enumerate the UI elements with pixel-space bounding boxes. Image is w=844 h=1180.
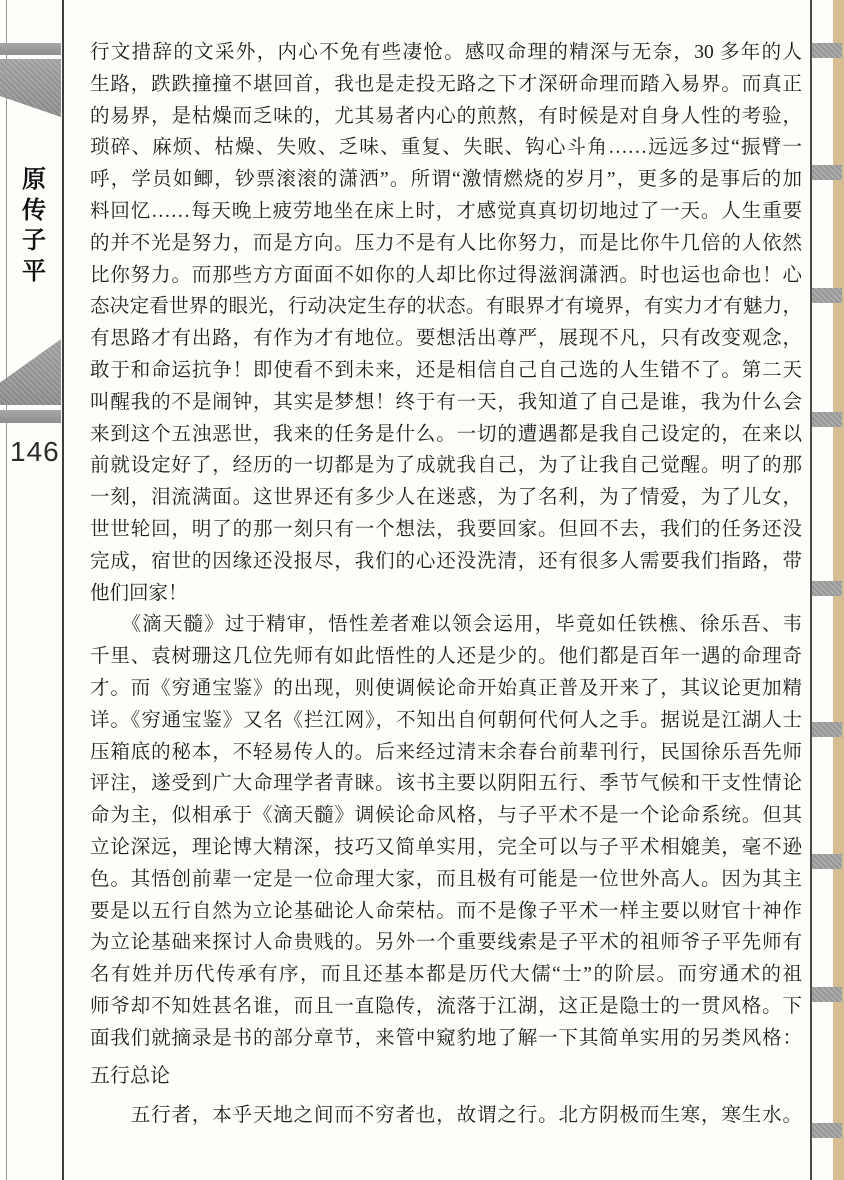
text-line: 的易界，是枯燥而乏味的，尤其易者内心的煎熬，有时候是对自身人性的考验， [90,105,802,127]
text-line: 面我们就摘录是书的部分章节，来管中窥豹地了解一下其简单实用的另类风格： [90,1027,802,1049]
page-edge-tab [812,165,842,180]
book-title-vertical [18,164,50,286]
body-paragraph-2 [90,609,802,1054]
text-line: 的并不光是努力，而是方向。压力不是有人比你努力，而是比你牛几倍的人依然 [90,232,802,254]
book-title-char: 平 [22,255,46,285]
text-line: 完成，宿世的因缘还没报尽，我们的心还没洗清，还有很多人需要我们指路，带 [90,550,802,572]
page-left-edge-line [6,0,7,1180]
text-line: 敢于和命运抗争！即使看不到未来，还是相信自己自己选的人生错不了。第二天 [90,359,802,381]
text-line: 呼，学员如鲫，钞票滚滚的潇洒”。所谓“激情燃烧的岁月”，更多的是事后的加 [90,169,802,191]
text-line: 有思路才有出路，有作为才有地位。要想活出尊严，展现不凡，只有改变观念， [90,328,802,350]
decor-band-top [0,43,61,55]
page-edge-tab [812,854,842,869]
text-line: 世世轮回，明了的那一刻只有一个想法，我要回家。但回不去，我们的任务还没 [90,518,802,540]
text-line: 才。而《穷通宝鉴》的出现，则使调候论命开始真正普及开来了，其议论更加精 [90,677,802,699]
text-line: 五行者，本乎天地之间而不穷者也，故谓之行。北方阴极而生寒，寒生水。 [90,1105,802,1127]
text-line: 立论深远，理论博大精深，技巧又简单实用，完全可以与子平术相媲美，毫不逊 [90,836,802,858]
text-line: 琐碎、麻烦、枯燥、失败、乏味、重复、失眠、钩心斗角……远远多过“振臂一 [90,137,802,159]
book-title-char: 原 [22,164,46,193]
text-line: 叫醒我的不是闹钟，其实是梦想！终于有一天，我知道了自己是谁，我为什么会 [90,391,802,413]
text-line: 色。其悟创前辈一定是一位命理大家，而且极有可能是一位世外高人。因为其主 [90,868,802,890]
body-paragraph-1 [90,37,802,609]
main-text-column [90,37,802,1132]
page-edge-tab [812,43,842,58]
page-number: 146 [10,436,60,467]
text-line: 生路，跌跌撞撞不堪回首，我也是走投无路之下才深研命理而踏入易界。而真正 [90,73,802,95]
decor-trapezoid-top [0,59,61,117]
page-edge-tab [812,288,842,303]
text-line: 态决定看世界的眼光，行动决定生存的状态。有眼界才有境界，有实力才有魅力， [90,296,802,318]
text-line: 料回忆……每天晚上疲劳地坐在床上时，才感觉真真切切地过了一天。人生重要 [90,200,802,222]
decor-trapezoid-mid [0,339,61,405]
text-line: 压箱底的秘本，不轻易传人的。后来经过清末余春台前辈刊行，民国徐乐吾先师 [90,741,802,763]
text-line: 详。《穷通宝鉴》又名《拦江网》，不知出自何朝何代何人之手。据说是江湖人士 [90,709,802,731]
text-line: 前就设定好了，经历的一切都是为了成就我自己，为了让我自己觉醒。明了的那 [90,455,802,477]
page-edge-tab [812,412,842,427]
text-line: 一刻，泪流满面。这世界还有多少人在迷惑，为了名利，为了情爱，为了儿女， [90,487,802,509]
text-line: 行文措辞的文采外，内心不免有些凄怆。感叹命理的精深与无奈，30 多年的人 [90,42,802,63]
text-line: 为立论基础来探讨人命贵贱的。另外一个重要线索是子平术的祖师爷子平先师有 [90,932,802,954]
book-title-char: 传 [22,194,46,224]
page-edge-tab [812,987,842,1002]
body-paragraph-3 [90,1100,802,1132]
text-line: 千里、袁树珊这几位先师有如此悟性的人还是少的。他们都是百年一遇的命理奇 [90,646,802,668]
sidebar-divider-line [62,0,64,1180]
text-line: 比你努力。而那些方方面面不如你的人却比你过得滋润潇洒。时也运也命也！心 [90,264,802,286]
decor-band-mid [0,410,61,423]
text-line: 命为主，似相承于《滴天髓》调候论命风格，与子平术不是一个论命系统。但其 [90,805,802,827]
text-line: 来到这个五浊恶世，我来的任务是什么。一切的遭遇都是我自己设定的，在来以 [90,423,802,445]
page-edge-tab [812,1123,842,1138]
text-line: 他们回家！ [90,582,188,604]
book-title-char: 子 [22,225,46,254]
page-edge-tab [812,722,842,737]
text-line: 《滴天髓》过于精审，悟性差者难以领会运用，毕竟如任铁樵、徐乐吾、韦 [90,614,802,636]
text-line: 评注，遂受到广大命理学者青睐。该书主要以阴阳五行、季节气候和干支性情论 [90,773,802,795]
page-edge-tab [812,581,842,596]
text-line: 师爷却不知姓甚名谁，而且一直隐传，流落于江湖，这正是隐士的一贯风格。下 [90,995,802,1017]
text-line: 名有姓并历代传承有序，而且还基本都是历代大儒“士”的阶层。而穷通术的祖 [90,964,802,986]
section-heading: 五行总论 [90,1064,170,1087]
text-line: 要是以五行自然为立论基础论人命荣枯。而不是像子平术一样主要以财官十神作 [90,900,802,922]
